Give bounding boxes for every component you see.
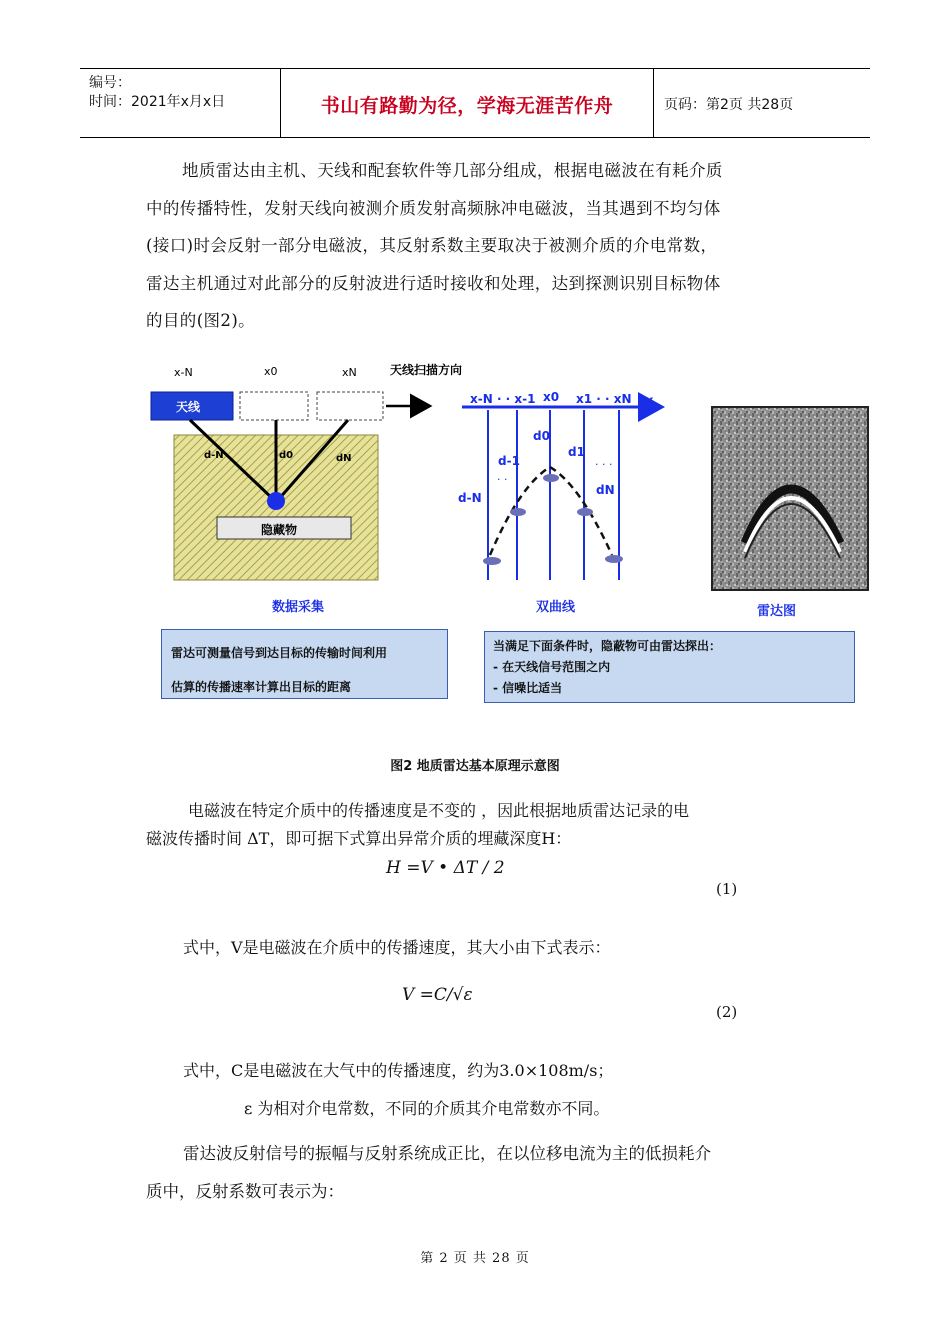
box-line: 雷达可测量信号到达目标的传输时间利用	[171, 646, 388, 660]
header-motto-cell	[281, 69, 654, 137]
info-box-right	[484, 631, 855, 703]
page-info: 页码：第2页 共28页	[664, 97, 794, 113]
hidden-object-label: 隐藏物	[261, 523, 298, 537]
hyperbola-d-label: d-N	[458, 491, 482, 505]
axis-label: x	[645, 394, 654, 409]
axis-label: x-N · · x-1	[470, 392, 536, 406]
d-label: dN	[336, 453, 352, 464]
body-line: ε 为相对介电常数，不同的介质其介电常数亦不同。	[244, 1099, 610, 1118]
body-line: 磁波传播时间 ΔT，即可据下式算出异常介质的埋藏深度H：	[146, 829, 572, 848]
intro-line: 雷达主机通过对此部分的反射波进行适时接收和处理，达到探测识别目标物体	[146, 273, 721, 293]
number-label: 编号：	[89, 75, 131, 91]
info-box-left	[161, 629, 448, 699]
d-label: d0	[279, 450, 294, 461]
body-line: 电磁波在特定介质中的传播速度是不变的 ，因此根据地质雷达记录的电	[188, 801, 690, 820]
page-header	[80, 68, 870, 138]
equation-number: (1)	[716, 880, 738, 898]
pos-label: x0	[264, 365, 278, 378]
reflection-blob	[483, 557, 501, 565]
antenna-label: 天线	[176, 400, 201, 414]
antenna-ghost	[317, 392, 383, 420]
box-line: - 信噪比适当	[493, 681, 563, 695]
header-meta-cell	[80, 69, 281, 137]
antenna-ghost	[240, 392, 308, 420]
body-line: 式中，C是电磁波在大气中的传播速度，约为3.0×108m/s；	[183, 1061, 614, 1080]
pos-label: x-N	[174, 366, 193, 379]
intro-line: 中的传播特性，发射天线向被测介质发射高频脉冲电磁波，当其遇到不均匀体	[146, 198, 721, 218]
body-line: 雷达波反射信号的振幅与反射系统成正比，在以位移电流为主的低损耗介	[183, 1144, 711, 1163]
d-label: d-N	[204, 450, 224, 461]
box-line: 估算的传播速率计算出目标的距离	[171, 680, 352, 694]
reflection-blob	[577, 508, 593, 516]
intro-line: 地质雷达由主机、天线和配套软件等几部分组成，根据电磁波在有耗介质	[182, 161, 723, 180]
reflection-blob	[510, 508, 526, 516]
reflection-blob	[605, 555, 623, 563]
equation-number: (2)	[716, 1003, 738, 1021]
scan-direction-label: 天线扫描方向	[390, 363, 463, 377]
equation-2: V =C/√ε	[402, 985, 473, 1005]
axis-label: x0	[543, 390, 560, 404]
motto: 书山有路勤为径，学海无涯苦作舟	[320, 95, 614, 117]
hyperbola-d-label: d0	[533, 429, 550, 443]
header-page-cell	[654, 69, 870, 137]
equation-1: H =V • ΔT / 2	[386, 858, 505, 878]
axis-label: x1 · · xN	[576, 392, 632, 406]
panel-title: 雷达图	[757, 604, 797, 619]
target-dot	[267, 492, 285, 510]
panel-title: 双曲线	[536, 600, 576, 615]
hyperbola-dots: · ·	[497, 473, 508, 486]
panel-title: 数据采集	[272, 600, 325, 615]
intro-line: (接口)时会反射一部分电磁波，其反射系数主要取决于被测介质的介电常数，	[146, 236, 718, 255]
figure-caption: 图2 地质雷达基本原理示意图	[390, 759, 560, 774]
hyperbola-d-label: dN	[596, 483, 615, 497]
page-footer: 第 2 页 共 28 页	[420, 1251, 530, 1266]
box-line: - 在天线信号范围之内	[493, 660, 611, 674]
box-line: 当满足下面条件时，隐蔽物可由雷达探出：	[493, 639, 722, 653]
hyperbola-d-label: d1	[568, 445, 585, 459]
time-label: 时间：2021年x月x日	[89, 94, 226, 110]
hyperbola-dots: · · ·	[595, 458, 613, 471]
intro-line: 的目的(图2)。	[146, 311, 256, 330]
pos-label: xN	[342, 366, 357, 379]
body-line: 质中，反射系数可表示为：	[146, 1182, 344, 1201]
body-line: 式中，V是电磁波在介质中的传播速度，其大小由下式表示：	[183, 938, 611, 957]
hyperbola-d-label: d-1	[498, 454, 520, 468]
reflection-blob	[543, 474, 559, 482]
intro-paragraph	[146, 152, 816, 340]
